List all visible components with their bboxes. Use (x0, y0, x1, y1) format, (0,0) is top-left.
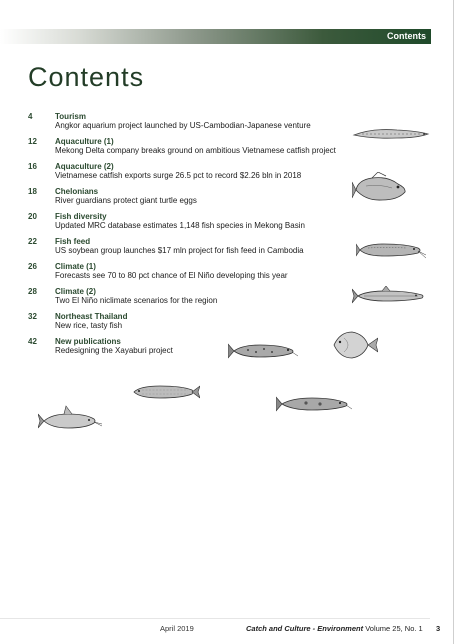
toc-item-chelonians[interactable] (28, 187, 358, 205)
arowana-fish-icon (132, 382, 200, 402)
page-title: Contents (28, 62, 145, 92)
toc-page-number: 18 (28, 187, 37, 196)
toc-item-aquaculture-2[interactable] (28, 162, 358, 180)
toc-item-northeast-thailand[interactable] (28, 312, 358, 330)
page-edge (453, 0, 454, 644)
catfish-icon (356, 238, 426, 262)
shark-catfish-icon (352, 286, 428, 306)
toc-page-number: 28 (28, 287, 37, 296)
toc-description: River guardians protect giant turtle eggs (55, 196, 197, 205)
footer-volume: Volume 25, No. 1 (365, 624, 423, 633)
table-of-contents (28, 112, 358, 355)
toc-page-number: 26 (28, 262, 37, 271)
pangasius-catfish-icon (276, 394, 352, 414)
toc-description: Updated MRC database estimates 1,148 fish species in Mekong Basin (55, 221, 305, 230)
toc-description: New rice, tasty fish (55, 321, 123, 330)
footer-publication (246, 624, 423, 633)
toc-item-aquaculture-1[interactable] (28, 137, 358, 155)
toc-item-fish-diversity[interactable] (28, 212, 358, 230)
toc-section-title: Chelonians (55, 187, 99, 196)
toc-page-number: 16 (28, 162, 37, 171)
toc-description: Forecasts see 70 to 80 pct chance of El Niño developing this year (55, 271, 288, 280)
toc-section-title: Tourism (55, 112, 86, 121)
toc-section-title: Climate (2) (55, 287, 96, 296)
toc-item-tourism[interactable] (28, 112, 358, 130)
toc-page-number: 20 (28, 212, 37, 221)
toc-section-title: Fish feed (55, 237, 91, 246)
footer-rule (0, 618, 430, 619)
footer-publication-name: Catch and Culture - Environment (246, 624, 364, 633)
toc-item-climate-2[interactable] (28, 287, 358, 305)
toc-page-number: 12 (28, 137, 37, 146)
toc-description: Vietnamese catfish exports surge 26.5 pct to record $2.26 bln in 2018 (55, 171, 302, 180)
toc-description: Mekong Delta company breaks ground on ambitious Vietnamese catfish project (55, 146, 336, 155)
toc-item-new-publications[interactable] (28, 337, 358, 355)
toc-section-title: New publications (55, 337, 121, 346)
toc-section-title: Climate (1) (55, 262, 96, 271)
header-section-label: Contents (387, 31, 426, 41)
toc-page-number: 42 (28, 337, 37, 346)
spotted-catfish-icon (228, 340, 298, 362)
toc-page-number: 4 (28, 112, 33, 121)
eel-fish-icon (352, 126, 430, 142)
toc-section-title: Northeast Thailand (55, 312, 128, 321)
toc-section-title: Aquaculture (2) (55, 162, 114, 171)
long-catfish-icon (38, 404, 102, 434)
toc-item-fish-feed[interactable] (28, 237, 358, 255)
toc-description: Redesigning the Xayaburi project (55, 346, 173, 355)
footer-date: April 2019 (160, 624, 194, 633)
toc-section-title: Aquaculture (1) (55, 137, 114, 146)
toc-description: Two El Niño niclimate scenarios for the region (55, 296, 218, 305)
toc-item-climate-1[interactable] (28, 262, 358, 280)
toc-description: Angkor aquarium project launched by US-Cambodian-Japanese venture (55, 121, 311, 130)
perch-fish-icon (352, 172, 408, 208)
toc-page-number: 32 (28, 312, 37, 321)
toc-section-title: Fish diversity (55, 212, 107, 221)
header-band (0, 29, 431, 44)
pomfret-fish-icon (330, 328, 378, 362)
toc-description: US soybean group launches $17 mln project for fish feed in Cambodia (55, 246, 304, 255)
footer-page-number: 3 (436, 624, 441, 633)
toc-page-number: 22 (28, 237, 37, 246)
